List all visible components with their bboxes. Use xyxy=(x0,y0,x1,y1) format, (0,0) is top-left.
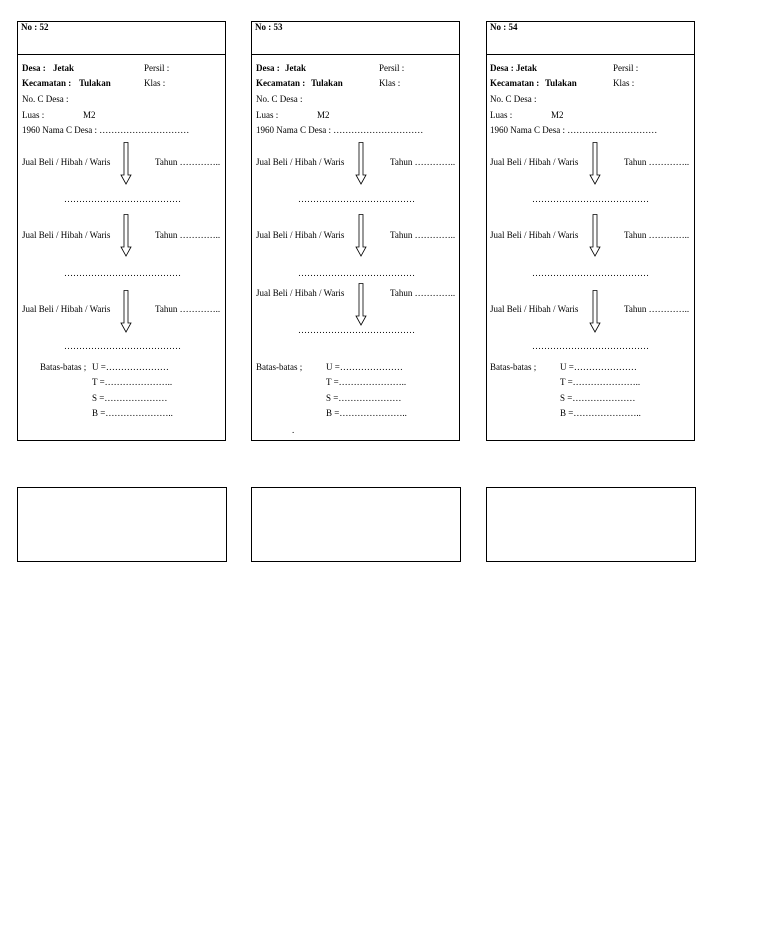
batas-b: B =………………….. xyxy=(92,408,173,418)
desa-value: Jetak xyxy=(53,63,74,73)
card-number: No : 53 xyxy=(255,22,283,32)
batas-label: Batas-batas ; xyxy=(490,362,537,372)
no-c-desa-label: No. C Desa : xyxy=(256,94,303,104)
owner-dots-3: ………………………………… xyxy=(298,325,415,335)
empty-box-1 xyxy=(17,487,227,562)
persil-label: Persil : xyxy=(613,63,639,73)
kecamatan-value: Tulakan xyxy=(311,78,343,88)
kecamatan-label: Kecamatan : xyxy=(490,78,540,88)
card-header xyxy=(18,22,225,55)
tahun-2: Tahun ………….. xyxy=(155,230,221,240)
kecamatan-value: Tulakan xyxy=(545,78,577,88)
batas-u: U =………………… xyxy=(326,362,403,372)
nama-c-desa-1960: 1960 Nama C Desa : ………………………… xyxy=(256,125,424,135)
arrow-down-icon xyxy=(120,214,132,257)
arrow-down-icon xyxy=(120,142,132,185)
klas-label: Klas : xyxy=(613,78,635,88)
owner-dots-3: ………………………………… xyxy=(64,341,181,351)
owner-dots-1: ………………………………… xyxy=(532,194,649,204)
batas-s: S =………………… xyxy=(560,393,636,403)
footnote-mark: . xyxy=(292,425,295,435)
desa-label: Desa : xyxy=(256,63,280,73)
nama-c-desa-1960: 1960 Nama C Desa : ………………………… xyxy=(490,125,658,135)
owner-dots-1: ………………………………… xyxy=(64,194,181,204)
tahun-3: Tahun ………….. xyxy=(390,288,456,298)
kecamatan-label: Kecamatan : xyxy=(256,78,306,88)
nama-c-desa-1960: 1960 Nama C Desa : ………………………… xyxy=(22,125,190,135)
batas-t: T =………………….. xyxy=(326,377,407,387)
batas-b: B =………………….. xyxy=(326,408,407,418)
no-c-desa-label: No. C Desa : xyxy=(22,94,69,104)
batas-u: U =………………… xyxy=(560,362,637,372)
persil-label: Persil : xyxy=(144,63,170,73)
owner-dots-1: ………………………………… xyxy=(298,194,415,204)
owner-dots-2: ………………………………… xyxy=(64,268,181,278)
land-card-54 xyxy=(486,21,695,441)
empty-box-3 xyxy=(486,487,696,562)
tahun-1: Tahun ………….. xyxy=(390,157,456,167)
luas-unit: M2 xyxy=(317,110,330,120)
arrow-down-icon xyxy=(355,214,367,257)
tahun-2: Tahun ………….. xyxy=(624,230,690,240)
land-card-53 xyxy=(251,21,460,441)
arrow-down-icon xyxy=(589,142,601,185)
transfer-label-3: Jual Beli / Hibah / Waris xyxy=(256,288,345,298)
card-header xyxy=(252,22,459,55)
kecamatan-label: Kecamatan : xyxy=(22,78,72,88)
luas-unit: M2 xyxy=(551,110,564,120)
tahun-1: Tahun ………….. xyxy=(155,157,221,167)
tahun-3: Tahun ………….. xyxy=(624,304,690,314)
persil-label: Persil : xyxy=(379,63,405,73)
transfer-label-3: Jual Beli / Hibah / Waris xyxy=(22,304,111,314)
transfer-label-2: Jual Beli / Hibah / Waris xyxy=(22,230,111,240)
arrow-down-icon xyxy=(355,142,367,185)
luas-label: Luas : xyxy=(22,110,45,120)
batas-t: T =………………….. xyxy=(92,377,173,387)
desa-value: Jetak xyxy=(285,63,306,73)
transfer-label-3: Jual Beli / Hibah / Waris xyxy=(490,304,579,314)
batas-label: Batas-batas ; xyxy=(40,362,87,372)
klas-label: Klas : xyxy=(144,78,166,88)
batas-t: T =………………….. xyxy=(560,377,641,387)
transfer-label-1: Jual Beli / Hibah / Waris xyxy=(256,157,345,167)
transfer-label-2: Jual Beli / Hibah / Waris xyxy=(490,230,579,240)
kecamatan-value: Tulakan xyxy=(79,78,111,88)
desa-label: Desa : xyxy=(490,63,514,73)
arrow-down-icon xyxy=(120,290,132,333)
desa-value: Jetak xyxy=(516,63,537,73)
card-header xyxy=(487,22,694,55)
owner-dots-3: ………………………………… xyxy=(532,341,649,351)
tahun-3: Tahun ………….. xyxy=(155,304,221,314)
klas-label: Klas : xyxy=(379,78,401,88)
land-card-52 xyxy=(17,21,226,441)
transfer-label-1: Jual Beli / Hibah / Waris xyxy=(490,157,579,167)
empty-box-2 xyxy=(251,487,461,562)
batas-u: U =………………… xyxy=(92,362,169,372)
arrow-down-icon xyxy=(589,290,601,333)
luas-unit: M2 xyxy=(83,110,96,120)
tahun-2: Tahun ………….. xyxy=(390,230,456,240)
luas-label: Luas : xyxy=(256,110,279,120)
transfer-label-1: Jual Beli / Hibah / Waris xyxy=(22,157,111,167)
arrow-down-icon xyxy=(355,283,367,326)
no-c-desa-label: No. C Desa : xyxy=(490,94,537,104)
card-number: No : 52 xyxy=(21,22,49,32)
batas-label: Batas-batas ; xyxy=(256,362,303,372)
card-number: No : 54 xyxy=(490,22,518,32)
desa-label: Desa : xyxy=(22,63,46,73)
transfer-label-2: Jual Beli / Hibah / Waris xyxy=(256,230,345,240)
batas-s: S =………………… xyxy=(326,393,402,403)
batas-b: B =………………….. xyxy=(560,408,641,418)
batas-s: S =………………… xyxy=(92,393,168,403)
owner-dots-2: ………………………………… xyxy=(298,268,415,278)
tahun-1: Tahun ………….. xyxy=(624,157,690,167)
owner-dots-2: ………………………………… xyxy=(532,268,649,278)
luas-label: Luas : xyxy=(490,110,513,120)
arrow-down-icon xyxy=(589,214,601,257)
